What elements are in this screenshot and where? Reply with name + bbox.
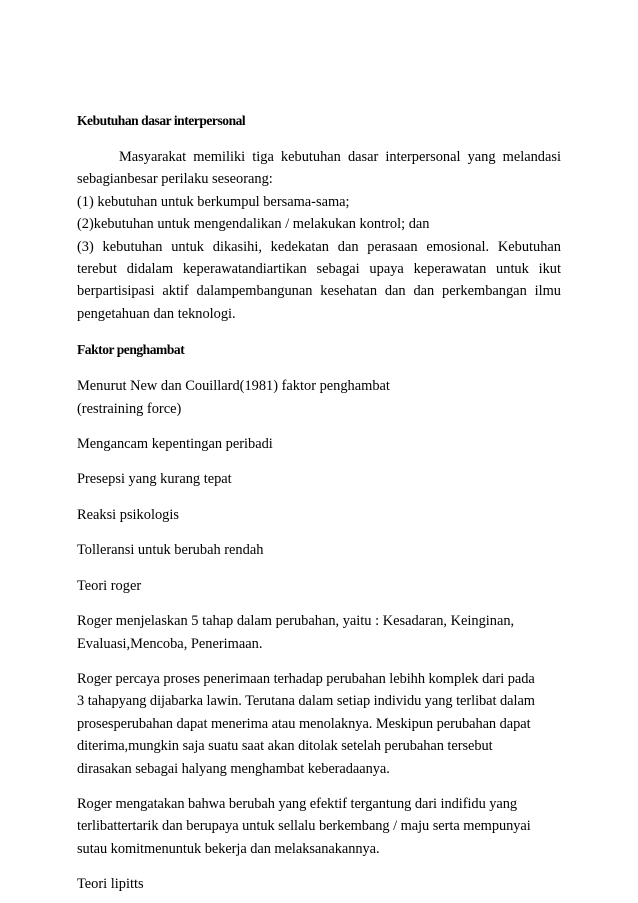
list-item-1: (1) kebutuhan untuk berkumpul bersama-sama; xyxy=(77,193,350,210)
heading-kebutuhan-dasar: Kebutuhan dasar interpersonal xyxy=(77,113,246,128)
paragraph-menurut-line2: (restraining force) xyxy=(77,400,182,417)
factor-item: Presepsi yang kurang tepat xyxy=(77,471,232,488)
list-item-2: (2)kebutuhan untuk mengendalikan / melakukan kontrol; dan xyxy=(77,216,430,233)
paragraph-roger-1-line1: Roger menjelaskan 5 tahap dalam perubahan, yaitu : Kesadaran, Keinginan, xyxy=(77,613,515,630)
paragraph-line: dirasakan sebagai halyang menghambat keberadaanya. xyxy=(77,760,390,777)
factor-item: Tolleransi untuk berubah rendah xyxy=(77,542,264,559)
paragraph-kebutuhan-intro: Masyarakat memiliki tiga kebutuhan dasar interpersonal yang melandasi sebagianbesar perilaku seseorang: xyxy=(77,149,561,188)
paragraph-line: Roger mengatakan bahwa berubah yang efektif tergantung dari indifidu yang xyxy=(77,795,518,812)
paragraph-roger-3 xyxy=(77,793,561,860)
paragraph-line: Roger percaya proses penerimaan terhadap perubahan lebihh komplek dari pada xyxy=(77,670,535,687)
paragraph-line: 3 tahapyang dijabarka lawin. Terutana dalam setiap individu yang terlibat dalam xyxy=(77,693,535,710)
paragraph-line: diterima,mungkin saja suatu saat akan ditolak setelah perubahan tersebut xyxy=(77,738,493,755)
paragraph-roger-2 xyxy=(77,668,561,780)
heading-faktor-penghambat: Faktor penghambat xyxy=(77,342,185,358)
factor-item: Reaksi psikologis xyxy=(77,506,179,523)
paragraph-line: prosesperubahan dapat menerima atau menolaknya. Meskipun perubahan dapat xyxy=(77,715,531,732)
theory-title-roger: Teori roger xyxy=(77,577,142,594)
theory-title-lipitts: Teori lipitts xyxy=(77,876,144,893)
document-page xyxy=(77,110,561,896)
paragraph-line: sutau komitmenuntuk bekerja dan melaksanakannya. xyxy=(77,840,380,857)
factor-item: Mengancam kepentingan peribadi xyxy=(77,436,273,453)
paragraph-line: terlibattertarik dan berupaya untuk sellalu berkembang / maju serta mempunyai xyxy=(77,818,531,835)
list-item-3: (3) kebutuhan untuk dikasihi, kedekatan dan perasaan emosional. Kebutuhan terebut didalam keperawatandiartikan sebagai upaya keperawatan untuk ikut berpartisipasi aktif dalampembangunan kesehatan dan dan perkembangan ilmu pengetahuan dan teknologi. xyxy=(77,238,561,322)
paragraph-roger-1-line2: Evaluasi,Mencoba, Penerimaan. xyxy=(77,635,263,652)
paragraph-menurut-line1: Menurut New dan Couillard(1981) faktor penghambat xyxy=(77,378,390,395)
